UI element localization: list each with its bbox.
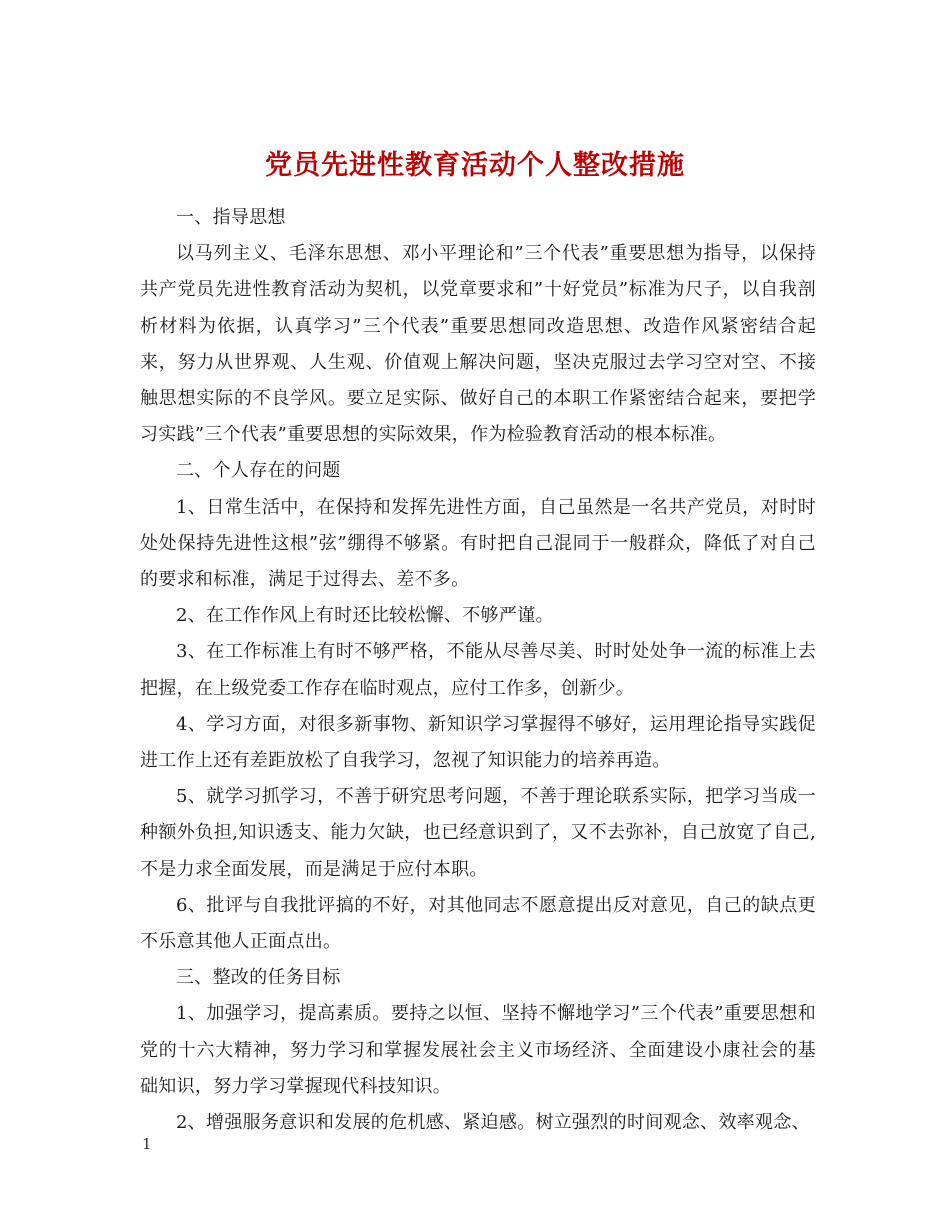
paragraph: 1、加强学习，提高素质。要持之以恒、坚持不懈地学习”三个代表”重要思想和党的十六大精神，努力学习和掌握发展社会主义市场经济、全面建设小康社会的基础知识，努力学习掌握现代科技知识。 (140, 1003, 816, 1097)
section-heading: 二、个人存在的问题 (176, 460, 341, 482)
paragraph: 1、日常生活中，在保持和发挥先进性方面，自己虽然是一名共产党员，对时时处处保持先进性这根”弦”绷得不够紧。有时把自己混同于一般群众，降低了对自己的要求和标准，满足于过得去、差不多。 (140, 496, 816, 591)
section-heading: 一、指导思想 (176, 207, 286, 228)
document-title: 党员先进性教育活动个人整改措施 (265, 150, 685, 182)
section-heading: 三、整改的任务目标 (176, 967, 341, 989)
paragraph: 2、在工作作风上有时还比较松懈、不够严谨。 (176, 605, 554, 627)
paragraph: 3、在工作标准上有时不够严格，不能从尽善尽美、时时处处争一流的标准上去把握，在上级党委工作存在临时观点，应付工作多，创新少。 (140, 641, 816, 699)
paragraph: 5、就学习抓学习，不善于研究思考问题，不善于理论联系实际，把学习当成一种额外负担,知识透支、能力欠缺，也已经意识到了，又不去弥补，自己放宽了自己,不是力求全面发展，而是满足于应付本职。 (140, 786, 816, 880)
page-number: 1 (142, 1135, 152, 1153)
paragraph: 以马列主义、毛泽东思想、邓小平理论和”三个代表”重要思想为指导，以保持共产党员先进性教育活动为契机，以党章要求和”十好党员”标准为尺子，以自我剖析材料为依据，认真学习”三个代表”重要思想同改造思想、改造作风紧密结合起来，努力从世界观、人生观、价值观上解决问题，坚决克服过去学习空对空、不接触思想实际的不良学风。要立足实际、做好自己的本职工作紧密结合起来，要把学习实践”三个代表”重要思想的实际效果，作为检验教育活动的根本标准。 (140, 243, 816, 446)
paragraph: 6、批评与自我批评搞的不好，对其他同志不愿意提出反对意见，自己的缺点更不乐意其他人正面点出。 (140, 894, 816, 953)
document-body (140, 200, 816, 1141)
paragraph: 4、学习方面，对很多新事物、新知识学习掌握得不够好，运用理论指导实践促进工作上还有差距放松了自我学习，忽视了知识能力的培养再造。 (140, 713, 816, 772)
paragraph: 2、增强服务意识和发展的危机感、紧迫感。树立强烈的时间观念、效率观念、 (176, 1112, 810, 1134)
